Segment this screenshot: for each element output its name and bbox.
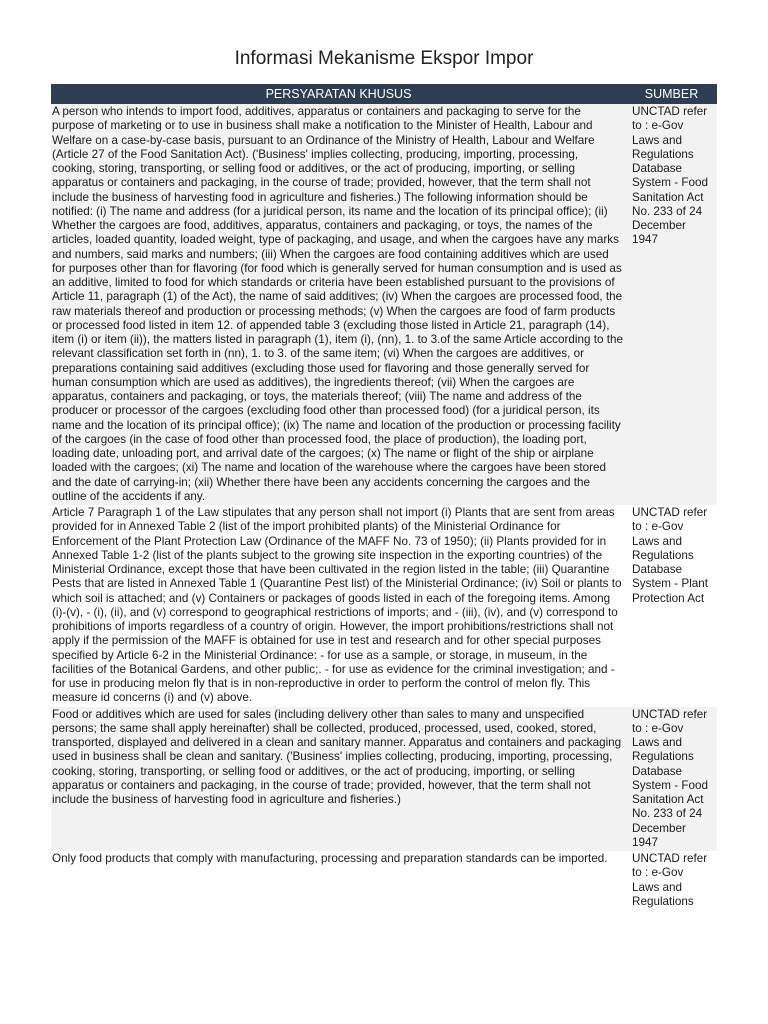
requirement-cell: Article 7 Paragraph 1 of the Law stipulates that any person shall not import (i) Plants that are sent from areas provided for in Annexed Table 2 (list of the import prohibited plants) of the Ministerial Ordinance for Enforcement of the Plant Protection Law (Ordinance of the MAFF No. 73 of 1950); (ii) Plants provided for in Annexed Table 1-2 (list of the plants subject to the growing site inspection in the exporting countries) of the Ministerial Ordinance, except those that have been cultivated in the region listed in the table; (iii) Quarantine Pests that are listed in Annexed Table 1 (Quarantine Pest list) of the Ministerial Ordinance; (iv) Soil or plants to which soil is attached; and (v) Containers or packages of goods listed in each of the foregoing items. Among (i)-(v), - (i), (ii), and (v) correspond to geographical restrictions of imports; and - (iii), (iv), and (v) correspond to prohibitions of imports regardless of a country of origin. However, the import prohibitions/restrictions shall not apply if the permission of the MAFF is obtained for use in test and research and for other special purposes specified by Article 6-2 in the Ministerial Ordinance: - for use as a sample, or storage, in museum, in the facilities of the Botanical Gardens, and other public;. - for use as evidence for the criminal investigation; and - for use in producing melon fly that is in non-reproductive in order to perform the control of melon fly. This measure id concerns (i) and (v) above. <box>51 505 626 707</box>
source-cell: UNCTAD refer to : e-Gov Laws and Regulations <box>626 851 717 910</box>
source-cell: UNCTAD refer to : e-Gov Laws and Regulations Database System - Food Sanitation Act No. 233 of 24 December 1947 <box>626 104 717 505</box>
requirement-cell: Only food products that comply with manufacturing, processing and preparation standards can be imported. <box>51 851 626 910</box>
requirement-cell: A person who intends to import food, additives, apparatus or containers and packaging to serve for the purpose of marketing or to use in business shall make a notification to the Minister of Health, Labour and Welfare on a case-by-case basis, pursuant to an Ordinance of the Ministry of Health, Labour and Welfare (Article 27 of the Food Sanitation Act). ('Business' implies collecting, producing, importing, processing, cooking, storing, transporting, or selling food or additives, or the act of producing, importing, or selling apparatus or containers and packaging, in the course of trade; provided, however, that the term shall not include the business of harvesting food in agriculture and fisheries.) The following information should be notified: (i) The name and address (for a juridical person, its name and the location of its principal office); (ii) Whether the cargoes are food, additives, apparatus, containers and packaging, or toys, the names of the articles, loaded quantity, loaded weight, type of packaging, and usage, and when the cargoes have any marks and numbers, said marks and numbers; (iii) When the cargoes are food containing additives which are used for purposes other than for flavoring (for food which is generally served for human consumption and is used as an additive, limited to food for which standards or criteria have been established pursuant to the provisions of Article 11, paragraph (1) of the Act), the name of said additives; (iv) When the cargoes are processed food, the raw materials thereof and production or processing methods; (v) When the cargoes are food of farm products or processed food listed in item 12. of appended table 3 (excluding those listed in Article 21, paragraph (14), item (i) or item (ii)), the matters listed in paragraph (1), item (i), (nn), 1. to 3.of the same Article according to the relevant classification set forth in (nn), 1. to 3. of the same item; (vi) When the cargoes are additives, or preparations containing said additives (excluding those used for flavoring and those generally served for human consumption which are used as additives), the ingredients thereof; (vii) When the cargoes are apparatus, containers and packaging, or toys, the materials thereof; (viii) The name and address of the producer or processor of the cargoes (excluding food other than processed food) (for a juridical person, its name and the location of its principal office); (ix) The name and location of the production or processing facility of the cargoes (in the case of food other than processed food, the place of production), the loading port, loading date, unloading port, and arrival date of the cargoes; (x) The name or flight of the ship or airplane loaded with the cargoes; (xi) The name and location of the warehouse where the cargoes have been stored and the date of carrying-in; (xii) Whether there have been any accidents concerning the cargoes and the outline of the accidents if any. <box>51 104 626 505</box>
header-requirements: PERSYARATAN KHUSUS <box>51 84 626 104</box>
table-row <box>51 707 717 852</box>
page-title: Informasi Mekanisme Ekspor Impor <box>234 48 534 69</box>
table-row <box>51 104 717 505</box>
header-source: SUMBER <box>626 84 717 104</box>
requirements-table <box>51 84 717 910</box>
source-cell: UNCTAD refer to : e-Gov Laws and Regulations Database System - Food Sanitation Act No. 233 of 24 December 1947 <box>626 707 717 852</box>
source-cell: UNCTAD refer to : e-Gov Laws and Regulations Database System - Plant Protection Act <box>626 505 717 707</box>
requirement-cell: Food or additives which are used for sales (including delivery other than sales to many and unspecified persons; the same shall apply hereinafter) shall be collected, produced, processed, used, cooked, stored, transported, displayed and delivered in a clean and sanitary manner. Apparatus and containers and packaging used in business shall be clean and sanitary. ('Business' implies collecting, producing, importing, processing, cooking, storing, transporting, or selling food or additives, or the act of producing, importing, or selling apparatus or containers and packaging, in the course of trade; provided, however, that the term shall not include the business of harvesting food in agriculture and fisheries.) <box>51 707 626 852</box>
table-header-row <box>51 84 717 104</box>
table-row <box>51 505 717 707</box>
table-row <box>51 851 717 910</box>
